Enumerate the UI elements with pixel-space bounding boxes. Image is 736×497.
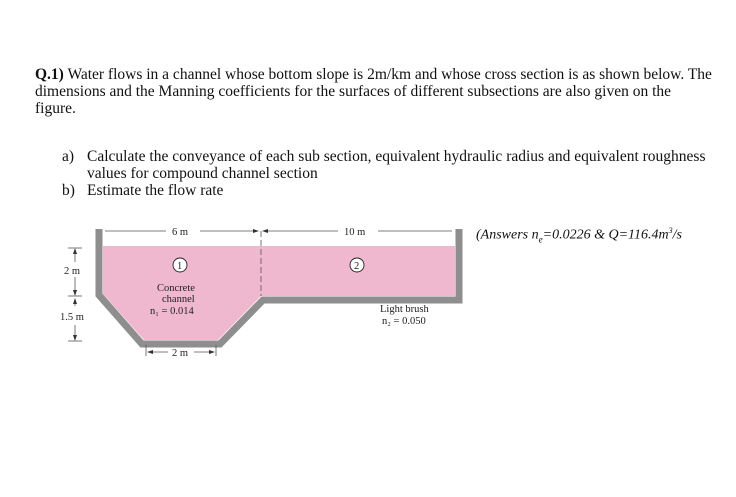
dim-depth-upper: 2 m [64, 266, 81, 277]
material-1-line2: channel [162, 294, 195, 305]
question-body: Water flows in a channel whose bottom slope is 2m/km and whose cross section is as shown below. The dimensions and the Manning coefficients for the surfaces of different subsections are also given on the figure. [35, 66, 712, 117]
material-1-line1: Concrete [157, 283, 195, 294]
answers-sup: 3 [668, 226, 673, 235]
material-2-line1: Light brush [380, 304, 429, 315]
material-1-n: n₁ = 0.014 [150, 306, 194, 317]
part-a-text: Calculate the conveyance of each sub section, equivalent hydraulic radius and equivalent roughness values for compound channel section [87, 148, 706, 182]
question-number: Q.1) [35, 66, 64, 83]
answers-prefix: (Answers n [476, 227, 539, 243]
subsection-1-label: 1 [177, 261, 183, 272]
dim-bottom: 2 m [172, 348, 189, 359]
part-b-text: Estimate the flow rate [87, 182, 224, 199]
answers-mid: =0.0226 & Q=116.4m [542, 227, 669, 243]
dim-top-left: 6 m [172, 227, 189, 238]
material-2-n: n₂ = 0.050 [382, 316, 426, 327]
subsection-2-label: 2 [354, 261, 360, 272]
part-b-label: b) [62, 182, 75, 199]
part-a-label: a) [62, 148, 75, 165]
answers-suffix: /s [672, 227, 682, 243]
dim-top-right: 10 m [344, 227, 366, 238]
dim-depth-lower: 1.5 m [60, 312, 84, 323]
answers-sub: e [538, 234, 543, 245]
